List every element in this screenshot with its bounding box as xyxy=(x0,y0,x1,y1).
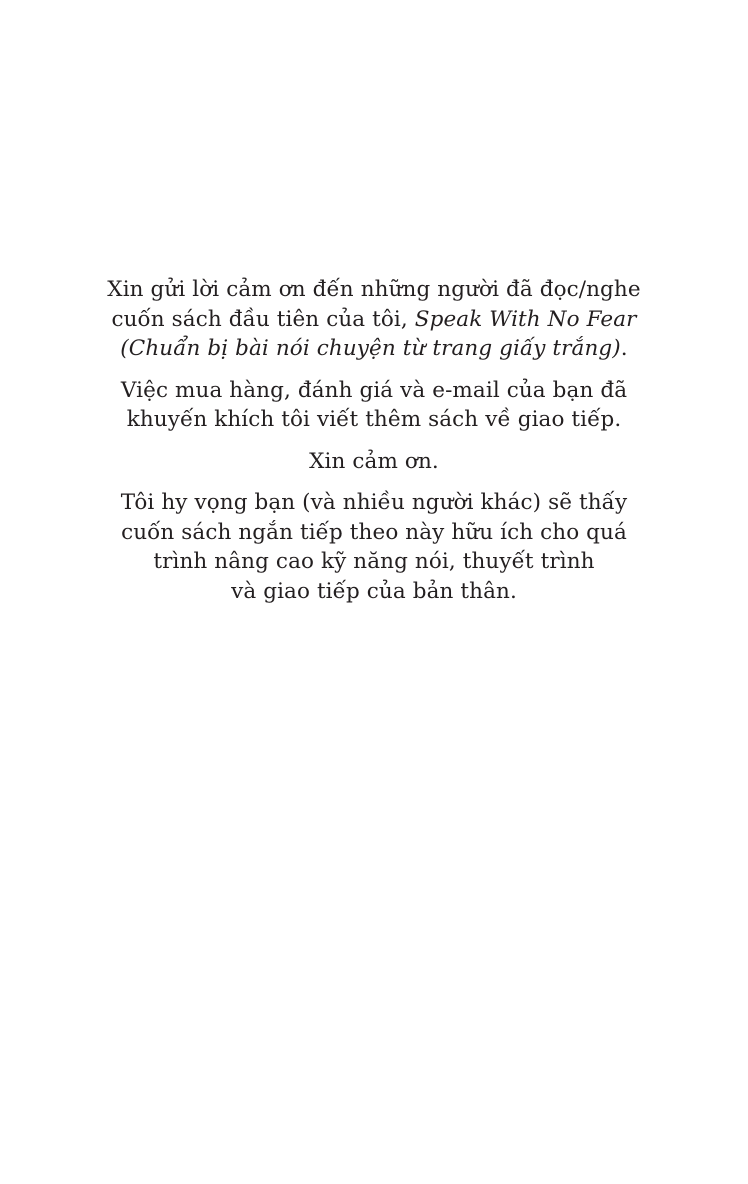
text-line xyxy=(0,447,748,477)
text-span: khuyến khích tôi viết thêm sách về giao tiếp. xyxy=(126,407,622,432)
text-span: Việc mua hàng, đánh giá và e-mail của bạn đã xyxy=(120,377,628,403)
text-line xyxy=(0,547,748,577)
text-line xyxy=(0,405,748,435)
text-line xyxy=(0,275,748,305)
thanks-paragraph xyxy=(0,275,748,364)
text-span: Xin gửi lời cảm ơn đến những người đã đọc/nghe xyxy=(107,277,641,302)
text-span: . xyxy=(620,336,628,361)
book-subtitle: (Chuẩn bị bài nói chuyện từ trang giấy trắng) xyxy=(120,336,621,361)
text-line xyxy=(0,488,748,518)
text-span: cuốn sách đầu tiên của tôi, xyxy=(111,306,415,332)
book-title: Speak With No Fear xyxy=(414,306,637,332)
text-line xyxy=(0,334,748,364)
text-line xyxy=(0,376,748,406)
reader-feedback-paragraph xyxy=(0,376,748,435)
text-span: Xin cảm ơn. xyxy=(309,448,439,474)
text-span: trình nâng cao kỹ năng nói, thuyết trình xyxy=(153,549,595,574)
text-line xyxy=(0,305,748,335)
text-span: cuốn sách ngắn tiếp theo này hữu ích cho quá xyxy=(121,519,627,545)
acknowledgement-text xyxy=(0,275,748,618)
thank-you-paragraph xyxy=(0,447,748,477)
text-span: Tôi hy vọng bạn (và nhiều người khác) sẽ thấy xyxy=(120,490,628,515)
text-span: và giao tiếp của bản thân. xyxy=(231,578,517,604)
text-line xyxy=(0,518,748,548)
hope-paragraph xyxy=(0,488,748,606)
text-line xyxy=(0,577,748,607)
